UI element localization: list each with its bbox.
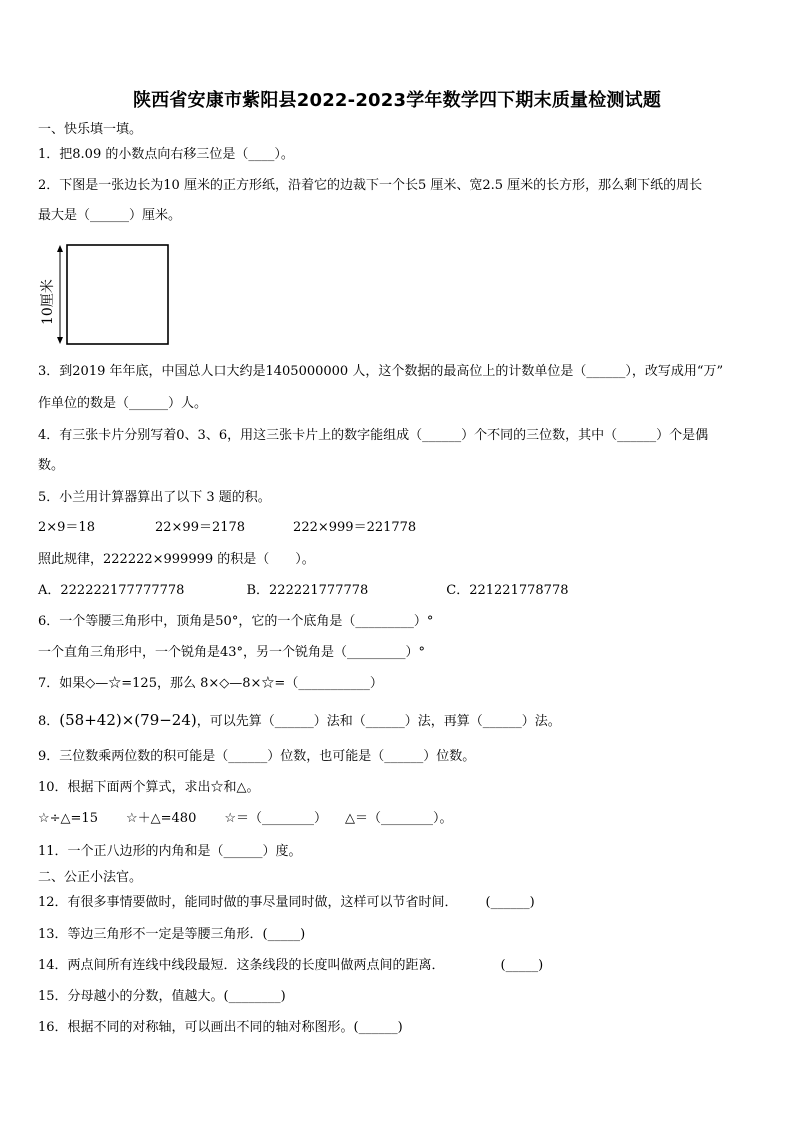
question-1: 1．把8.09 的小数点向右移三位是（____）。 (38, 147, 294, 162)
question-14-text: 14．两点间所有连线中线段最短．这条线段的长度叫做两点间的距离． (38, 958, 445, 973)
question-14-blank: (_____) (500, 958, 544, 973)
question-5-options (38, 582, 568, 600)
section-heading-2: 二、公正小法官。 (38, 870, 143, 885)
section-heading-1: 一、快乐填一填。 (38, 122, 143, 137)
question-8-number: 8． (38, 714, 60, 729)
question-9: 9．三位数乘两位数的积可能是（______）位数，也可能是（______）位数。 (38, 749, 476, 764)
example-eq-3: 222×999＝221778 (293, 520, 417, 535)
question-12 (38, 894, 535, 912)
question-11: 11．一个正八边形的内角和是（______）度。 (38, 844, 302, 859)
page-title: 陕西省安康市紫阳县2022-2023学年数学四下期末质量检测试题 (132, 90, 662, 111)
question-4-line-2: 数。 (38, 458, 65, 473)
option-c: C．221221778778 (446, 583, 569, 598)
question-4-line-1: 4．有三张卡片分别写着0、3、6，用这三张卡片上的数字能组成（______）个不同的三位数，其中（______）个是偶 (38, 428, 709, 443)
question-14 (38, 957, 543, 975)
example-eq-1: 2×9＝18 (38, 520, 95, 535)
question-3-line-2: 作单位的数是（______）人。 (38, 396, 208, 411)
option-b: B．222221777778 (246, 583, 369, 598)
question-10: 10．根据下面两个算式，求出☆和△。 (38, 780, 260, 795)
q10-answer-star: ☆＝（________） (224, 811, 327, 826)
option-a: A．222222177777778 (38, 583, 185, 598)
question-12-text: 12．有很多事情要做时，能同时做的事尽量同时做，这样可以节省时间． (38, 895, 458, 910)
q10-answer-triangle: △＝（________）。 (345, 811, 453, 826)
question-12-blank: (______) (485, 895, 535, 910)
q10-eq-2: ☆＋△=480 (125, 811, 197, 826)
question-8 (38, 711, 561, 731)
question-5: 5．小兰用计算器算出了以下 3 题的积。 (38, 490, 271, 505)
question-15: 15．分母越小的分数，值越大。(________) (38, 989, 286, 1004)
question-7: 7．如果◇—☆=125，那么 8×◇—8×☆=（___________） (38, 676, 383, 691)
question-2-line-1: 2．下图是一张边长为10 厘米的正方形纸，沿着它的边裁下一个长5 厘米、宽2.5 厘米的长方形，那么剩下纸的周长 (38, 178, 703, 193)
square-paper-figure (38, 240, 178, 350)
question-8-text: ，可以先算（______）法和（______）法，再算（______）法。 (196, 714, 561, 729)
question-10-equations (38, 810, 453, 828)
question-13: 13．等边三角形不一定是等腰三角形．(_____) (38, 927, 306, 942)
side-length-label: 10厘米 (40, 279, 56, 325)
question-6-line-2: 一个直角三角形中，一个锐角是43°，另一个锐角是（_________）° (38, 645, 426, 660)
question-8-expression: (58+42)×(79−24) (59, 711, 197, 729)
question-5-examples (38, 519, 416, 537)
question-6-line-1: 6．一个等腰三角形中，顶角是50°，它的一个底角是（_________）° (38, 614, 434, 629)
question-5-rule: 照此规律，222222×999999 的积是（ ）。 (38, 552, 315, 567)
question-3-line-1: 3．到2019 年年底，中国总人口大约是1405000000 人，这个数据的最高位上的计数单位是（______），改写成用“万” (38, 364, 724, 379)
question-16: 16．根据不同的对称轴，可以画出不同的轴对称图形。(______) (38, 1020, 403, 1035)
question-2-line-2: 最大是（______）厘米。 (38, 208, 182, 223)
q10-eq-1: ☆÷△=15 (38, 811, 98, 826)
example-eq-2: 22×99＝2178 (154, 520, 246, 535)
